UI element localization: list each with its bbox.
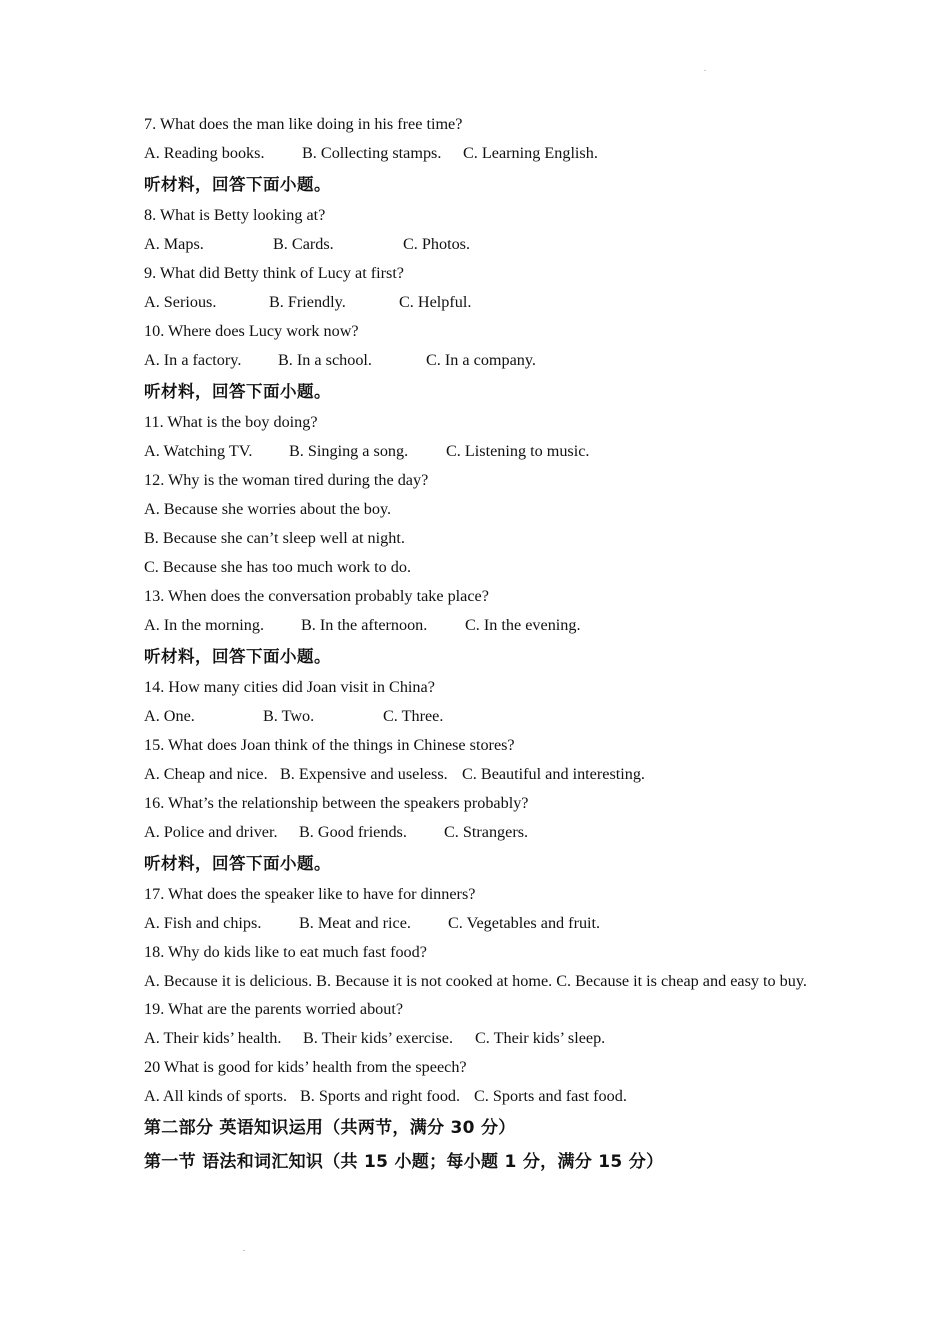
option-a: A. In the morning. (144, 616, 265, 634)
option-a: A. In a factory. (144, 351, 242, 369)
question-15: 15. What does Joan think of the things in Chinese stores? (144, 736, 515, 754)
listening-heading: 听材料，回答下面小题。 (144, 854, 331, 873)
option-b: B. Collecting stamps. (302, 144, 442, 162)
option-c: C. Learning English. (463, 144, 598, 162)
option-a: A. All kinds of sports. (144, 1087, 287, 1105)
part-two-title: 第二部分 英语知识运用（共两节，满分 30 分） (144, 1118, 516, 1138)
question-9-options (144, 288, 814, 317)
option-b: B. Cards. (273, 235, 334, 253)
option-c: C. Helpful. (399, 293, 472, 311)
listening-heading: 听材料，回答下面小题。 (144, 382, 331, 401)
question-16-options (144, 818, 814, 847)
question-19: 19. What are the parents worried about? (144, 1000, 404, 1018)
option-a: A. Their kids’ health. (144, 1029, 282, 1047)
option-a: A. Police and driver. (144, 823, 278, 841)
option-a: A. Reading books. (144, 144, 265, 162)
option-a: A. Fish and chips. (144, 914, 262, 932)
option-c: C. Listening to music. (446, 442, 590, 460)
option-b: B. Their kids’ exercise. (303, 1029, 453, 1047)
listening-heading: 听材料，回答下面小题。 (144, 647, 331, 666)
question-20: 20 What is good for kids’ health from the speech? (144, 1058, 467, 1076)
question-7-options (144, 139, 814, 168)
question-11-options (144, 437, 814, 466)
question-18-options: A. Because it is delicious. B. Because it is not cooked at home. C. Because it is cheap and easy to buy. (144, 972, 807, 990)
question-13: 13. When does the conversation probably take place? (144, 587, 489, 605)
question-16: 16. What’s the relationship between the speakers probably? (144, 794, 529, 812)
option-a: A. Maps. (144, 235, 204, 253)
option-a: A. Because she worries about the boy. (144, 500, 392, 518)
question-11: 11. What is the boy doing? (144, 413, 318, 431)
option-a: A. Serious. (144, 293, 217, 311)
option-a: A. One. (144, 707, 195, 725)
option-c: C. Vegetables and fruit. (448, 914, 601, 932)
question-13-options (144, 611, 814, 640)
option-b: B. Friendly. (269, 293, 346, 311)
option-c: C. Photos. (403, 235, 471, 253)
option-c: C. Beautiful and interesting. (462, 765, 645, 783)
question-list (144, 110, 814, 1179)
option-a: A. Cheap and nice. (144, 765, 268, 783)
question-7: 7. What does the man like doing in his free time? (144, 115, 463, 133)
option-b: B. In a school. (278, 351, 372, 369)
option-b: B. In the afternoon. (301, 616, 428, 634)
option-b: B. Two. (263, 707, 315, 725)
section-one-title: 第一节 语法和词汇知识（共 15 小题；每小题 1 分，满分 15 分） (144, 1152, 664, 1172)
question-15-options (144, 760, 814, 789)
scan-speck (704, 70, 706, 71)
option-b: B. Expensive and useless. (280, 765, 448, 783)
question-17-options (144, 909, 814, 938)
question-10: 10. Where does Lucy work now? (144, 322, 359, 340)
option-b: B. Meat and rice. (299, 914, 411, 932)
question-14-options (144, 702, 814, 731)
option-c: C. In the evening. (465, 616, 581, 634)
option-c: C. Sports and fast food. (474, 1087, 627, 1105)
question-17: 17. What does the speaker like to have for dinners? (144, 885, 476, 903)
question-8-options (144, 230, 814, 259)
listening-heading: 听材料，回答下面小题。 (144, 175, 331, 194)
option-b: B. Singing a song. (289, 442, 409, 460)
question-14: 14. How many cities did Joan visit in China? (144, 678, 435, 696)
option-b: B. Because she can’t sleep well at night. (144, 529, 405, 547)
question-19-options (144, 1024, 814, 1053)
scan-speck (243, 1250, 245, 1251)
option-b: B. Sports and right food. (300, 1087, 461, 1105)
option-c: C. In a company. (426, 351, 536, 369)
question-20-options (144, 1082, 814, 1111)
question-8: 8. What is Betty looking at? (144, 206, 326, 224)
question-12: 12. Why is the woman tired during the day? (144, 471, 429, 489)
option-a: A. Watching TV. (144, 442, 253, 460)
option-c: C. Three. (383, 707, 444, 725)
question-10-options (144, 346, 814, 375)
question-9: 9. What did Betty think of Lucy at first? (144, 264, 404, 282)
option-c: C. Strangers. (444, 823, 529, 841)
option-c: C. Their kids’ sleep. (475, 1029, 606, 1047)
option-b: B. Good friends. (299, 823, 407, 841)
question-18: 18. Why do kids like to eat much fast food? (144, 943, 427, 961)
option-c: C. Because she has too much work to do. (144, 558, 412, 576)
